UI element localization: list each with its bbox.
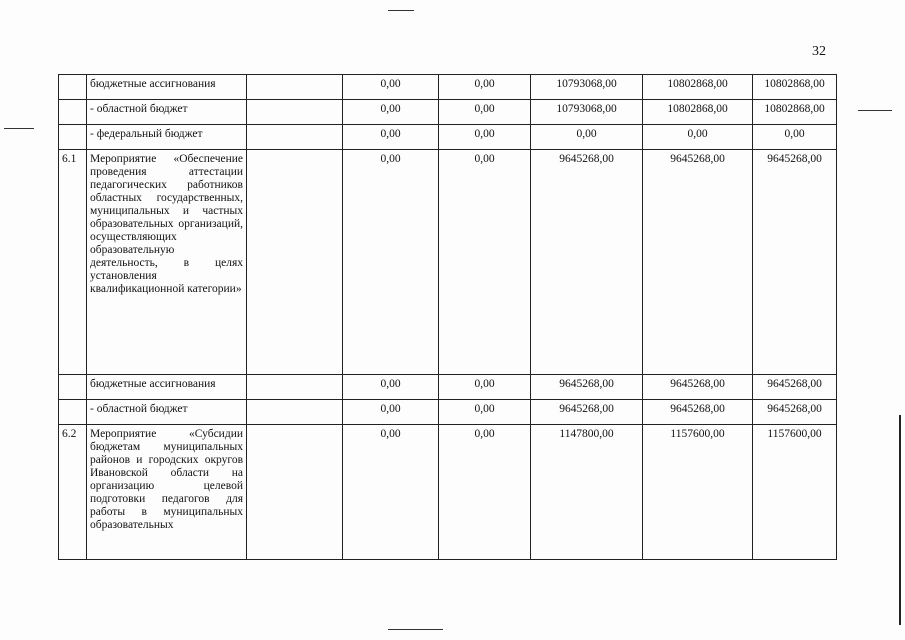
row-value: 10793068,00 bbox=[531, 100, 643, 125]
table-row bbox=[59, 75, 837, 100]
row-description: - областной бюджет bbox=[87, 100, 247, 125]
row-value: 10793068,00 bbox=[531, 75, 643, 100]
row-index bbox=[59, 375, 87, 400]
row-empty-cell bbox=[247, 425, 343, 560]
row-value: 0,00 bbox=[439, 100, 531, 125]
row-description: бюджетные ассигнования bbox=[87, 375, 247, 400]
row-description: - федеральный бюджет bbox=[87, 125, 247, 150]
page-number: 32 bbox=[812, 44, 826, 59]
row-empty-cell bbox=[247, 100, 343, 125]
row-value: 10802868,00 bbox=[753, 100, 837, 125]
row-description: Мероприятие «Обеспечение проведения аттестации педагогических работников областных государственных, муниципальных и частных образовательных организаций, осуществляющих образовательную деятельность, в целях установления квалификационной категории» bbox=[87, 150, 247, 375]
row-index bbox=[59, 400, 87, 425]
row-index: 6.2 bbox=[59, 425, 87, 560]
scan-mark-bottom bbox=[388, 629, 443, 630]
row-index bbox=[59, 125, 87, 150]
row-index: 6.1 bbox=[59, 150, 87, 375]
table-row bbox=[59, 100, 837, 125]
scan-edge-bar bbox=[899, 415, 901, 625]
row-value: 0,00 bbox=[753, 125, 837, 150]
row-value: 1147800,00 bbox=[531, 425, 643, 560]
row-empty-cell bbox=[247, 375, 343, 400]
scan-mark-top bbox=[388, 10, 414, 11]
row-value: 10802868,00 bbox=[753, 75, 837, 100]
row-value: 10802868,00 bbox=[643, 100, 753, 125]
row-value: 9645268,00 bbox=[643, 375, 753, 400]
row-value: 0,00 bbox=[439, 125, 531, 150]
row-value: 0,00 bbox=[343, 425, 439, 560]
row-empty-cell bbox=[247, 400, 343, 425]
table-row bbox=[59, 400, 837, 425]
row-value: 0,00 bbox=[531, 125, 643, 150]
row-value: 9645268,00 bbox=[531, 150, 643, 375]
row-value: 0,00 bbox=[343, 150, 439, 375]
row-value: 9645268,00 bbox=[531, 375, 643, 400]
row-value: 9645268,00 bbox=[531, 400, 643, 425]
row-value: 0,00 bbox=[439, 150, 531, 375]
row-value: 9645268,00 bbox=[753, 400, 837, 425]
row-value: 9645268,00 bbox=[643, 150, 753, 375]
scan-mark-left bbox=[4, 128, 34, 129]
row-value: 0,00 bbox=[343, 400, 439, 425]
row-value: 0,00 bbox=[343, 375, 439, 400]
table-row bbox=[59, 125, 837, 150]
row-value: 9645268,00 bbox=[753, 375, 837, 400]
row-value: 1157600,00 bbox=[643, 425, 753, 560]
row-empty-cell bbox=[247, 150, 343, 375]
row-value: 0,00 bbox=[439, 375, 531, 400]
row-empty-cell bbox=[247, 75, 343, 100]
scan-mark-right bbox=[858, 110, 892, 111]
row-value: 1157600,00 bbox=[753, 425, 837, 560]
table-row bbox=[59, 150, 837, 375]
budget-table bbox=[58, 74, 837, 560]
row-value: 0,00 bbox=[643, 125, 753, 150]
row-value: 9645268,00 bbox=[753, 150, 837, 375]
row-index bbox=[59, 75, 87, 100]
row-index bbox=[59, 100, 87, 125]
row-empty-cell bbox=[247, 125, 343, 150]
row-value: 0,00 bbox=[343, 100, 439, 125]
row-value: 9645268,00 bbox=[643, 400, 753, 425]
table-row bbox=[59, 375, 837, 400]
table-row bbox=[59, 425, 837, 560]
row-value: 0,00 bbox=[439, 400, 531, 425]
row-value: 0,00 bbox=[343, 125, 439, 150]
row-description: - областной бюджет bbox=[87, 400, 247, 425]
row-description: Мероприятие «Субсидии бюджетам муниципальных районов и городских округов Ивановской области на организацию целевой подготовки педагогов для работы в муниципальных образовательных bbox=[87, 425, 247, 560]
row-value: 10802868,00 bbox=[643, 75, 753, 100]
row-value: 0,00 bbox=[439, 425, 531, 560]
row-value: 0,00 bbox=[343, 75, 439, 100]
row-value: 0,00 bbox=[439, 75, 531, 100]
row-description: бюджетные ассигнования bbox=[87, 75, 247, 100]
